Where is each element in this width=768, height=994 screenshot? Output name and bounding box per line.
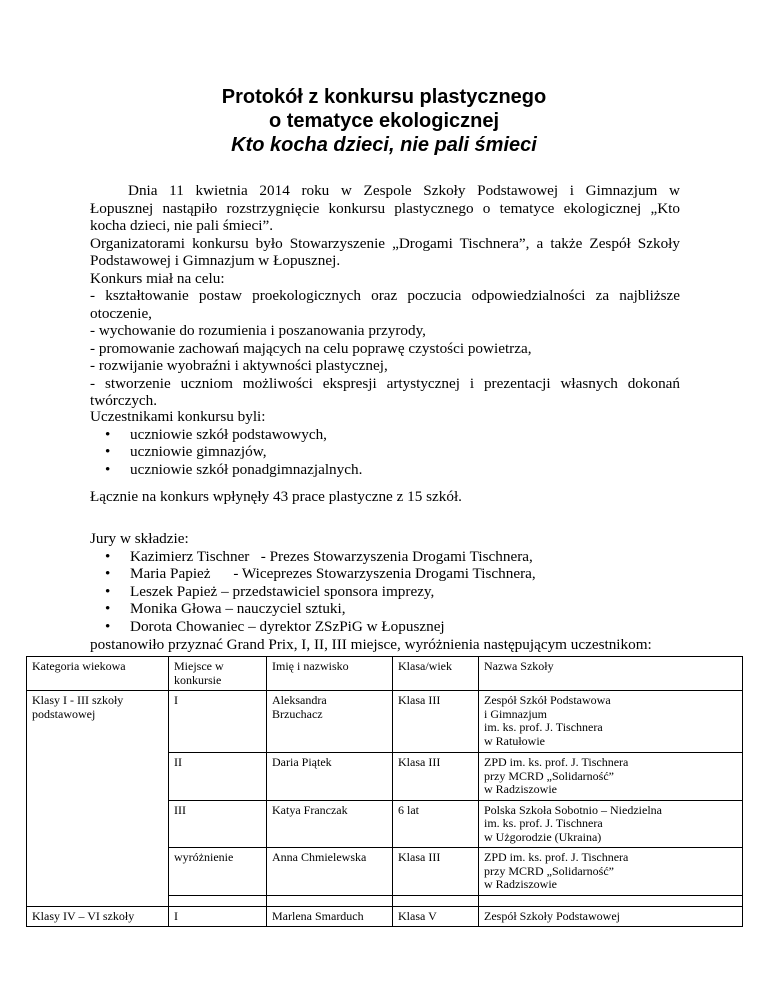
list-item: • Monika Głowa – nauczyciel sztuki, <box>105 600 346 617</box>
title-line-1: Protokół z konkursu plastycznego <box>221 86 547 108</box>
intro-line: - wychowanie do rozumienia i poszanowania przyrody, <box>90 322 426 339</box>
table-row <box>27 906 743 927</box>
category-cell: Klasy I - III szkoły podstawowej <box>27 691 169 907</box>
name-cell: Katya Franczak <box>267 800 393 848</box>
header-cell: Imię i nazwisko <box>267 657 393 691</box>
intro-line: otoczenie, <box>90 304 152 322</box>
intro-paragraph <box>90 182 680 410</box>
school-cell: Zespół Szkół Podstawowa i Gimnazjum im. ks. prof. J. Tischnera w Ratułowie <box>479 691 743 753</box>
participants-heading: Uczestnikami konkursu byli: <box>90 408 266 425</box>
bullet-icon: • <box>105 600 111 617</box>
intro-line: Organizatorami konkursu było Stowarzyszenie „Drogami Tischnera”, a także Zespół Szkoły <box>90 234 680 252</box>
jury-closing: postanowiło przyznać Grand Prix, I, II, III miejsce, wyróżnienia następującym uczestnikom: <box>90 636 652 653</box>
bullet-icon: • <box>105 443 111 460</box>
class-cell: Klasa III <box>393 691 479 753</box>
summary-text: Łącznie na konkurs wpłynęły 43 prace plastyczne z 15 szkół. <box>90 488 462 505</box>
intro-line: Podstawowej i Gimnazjum w Łopusznej. <box>90 252 341 269</box>
school-cell: ZPD im. ks. prof. J. Tischnera przy MCRD „Solidarność” w Radziszowie <box>479 848 743 896</box>
place-cell: I <box>169 906 267 927</box>
place-cell: II <box>169 753 267 801</box>
title-line-3: Kto kocha dzieci, nie pali śmieci <box>231 134 537 156</box>
table-row <box>27 691 743 753</box>
jury-heading: Jury w składzie: <box>90 530 189 547</box>
intro-line: - kształtowanie postaw proekologicznych oraz poczucia odpowiedzialności za najbliższe <box>90 287 680 304</box>
intro-line: Łopusznej nastąpiło rozstrzygnięcie konkursu plastycznego o tematyce ekologicznej „Kto <box>90 199 680 217</box>
list-item: • uczniowie szkół ponadgimnazjalnych. <box>105 460 363 478</box>
name-cell: Anna Chmielewska <box>267 848 393 896</box>
class-cell: 6 lat <box>393 800 479 848</box>
school-cell: ZPD im. ks. prof. J. Tischnera przy MCRD „Solidarność” w Radziszowie <box>479 753 743 801</box>
title-line-2: o tematyce ekologicznej <box>268 110 500 132</box>
participants-section <box>90 408 680 478</box>
list-item: • Dorota Chowaniec – dyrektor ZSzPiG w Łopusznej <box>105 617 445 635</box>
bullet-icon: • <box>105 565 111 582</box>
intro-line: kocha dzieci, nie pali śmieci”. <box>90 217 274 234</box>
place-cell: I <box>169 691 267 753</box>
class-cell: Klasa III <box>393 848 479 896</box>
place-cell: III <box>169 800 267 848</box>
class-cell: Klasa V <box>393 906 479 927</box>
intro-line: Konkurs miał na celu: <box>90 269 225 287</box>
header-cell: Miejsce w konkursie <box>169 657 267 691</box>
list-item: • Kazimierz Tischner - Prezes Stowarzyszenia Drogami Tischnera, <box>105 547 533 565</box>
header-cell: Nazwa Szkoły <box>479 657 743 691</box>
header-cell: Kategoria wiekowa <box>27 657 169 691</box>
category-cell: Klasy IV – VI szkoły <box>27 906 169 927</box>
jury-list <box>90 548 710 636</box>
intro-line: - rozwijanie wyobraźni i aktywności plastycznej, <box>90 357 388 374</box>
list-item: • Maria Papież - Wiceprezes Stowarzyszenia Drogami Tischnera, <box>105 565 536 582</box>
intro-line: twórczych. <box>90 392 158 409</box>
name-cell: Aleksandra Brzuchacz <box>267 691 393 753</box>
list-item: • uczniowie szkół podstawowych, <box>105 425 327 443</box>
list-item: • Leszek Papież – przedstawiciel sponsora imprezy, <box>105 582 435 600</box>
intro-line: - stworzenie uczniom możliwości ekspresji artystycznej i prezentacji własnych dokonań <box>90 374 680 392</box>
class-cell: Klasa III <box>393 753 479 801</box>
bullet-icon: • <box>105 547 111 565</box>
intro-line: - promowanie zachowań mających na celu poprawę czystości powietrza, <box>90 339 532 357</box>
table-header-row <box>27 657 743 691</box>
participants-list <box>90 426 680 479</box>
school-cell: Polska Szkoła Sobotnio – Niedzielna im. ks. prof. J. Tischnera w Użgorodzie (Ukraina) <box>479 800 743 848</box>
school-cell: Zespół Szkoły Podstawowej <box>479 906 743 927</box>
jury-section <box>90 530 710 635</box>
bullet-icon: • <box>105 582 111 600</box>
bullet-icon: • <box>105 617 111 635</box>
name-cell: Marlena Smarduch <box>267 906 393 927</box>
intro-line: Dnia 11 kwietnia 2014 roku w Zespole Szkoły Podstawowej i Gimnazjum w <box>128 182 680 199</box>
results-table <box>26 656 743 927</box>
header-cell: Klasa/wiek <box>393 657 479 691</box>
bullet-icon: • <box>105 460 111 478</box>
list-item: • uczniowie gimnazjów, <box>105 443 267 460</box>
place-cell: wyróżnienie <box>169 848 267 896</box>
bullet-icon: • <box>105 425 111 443</box>
name-cell: Daria Piątek <box>267 753 393 801</box>
